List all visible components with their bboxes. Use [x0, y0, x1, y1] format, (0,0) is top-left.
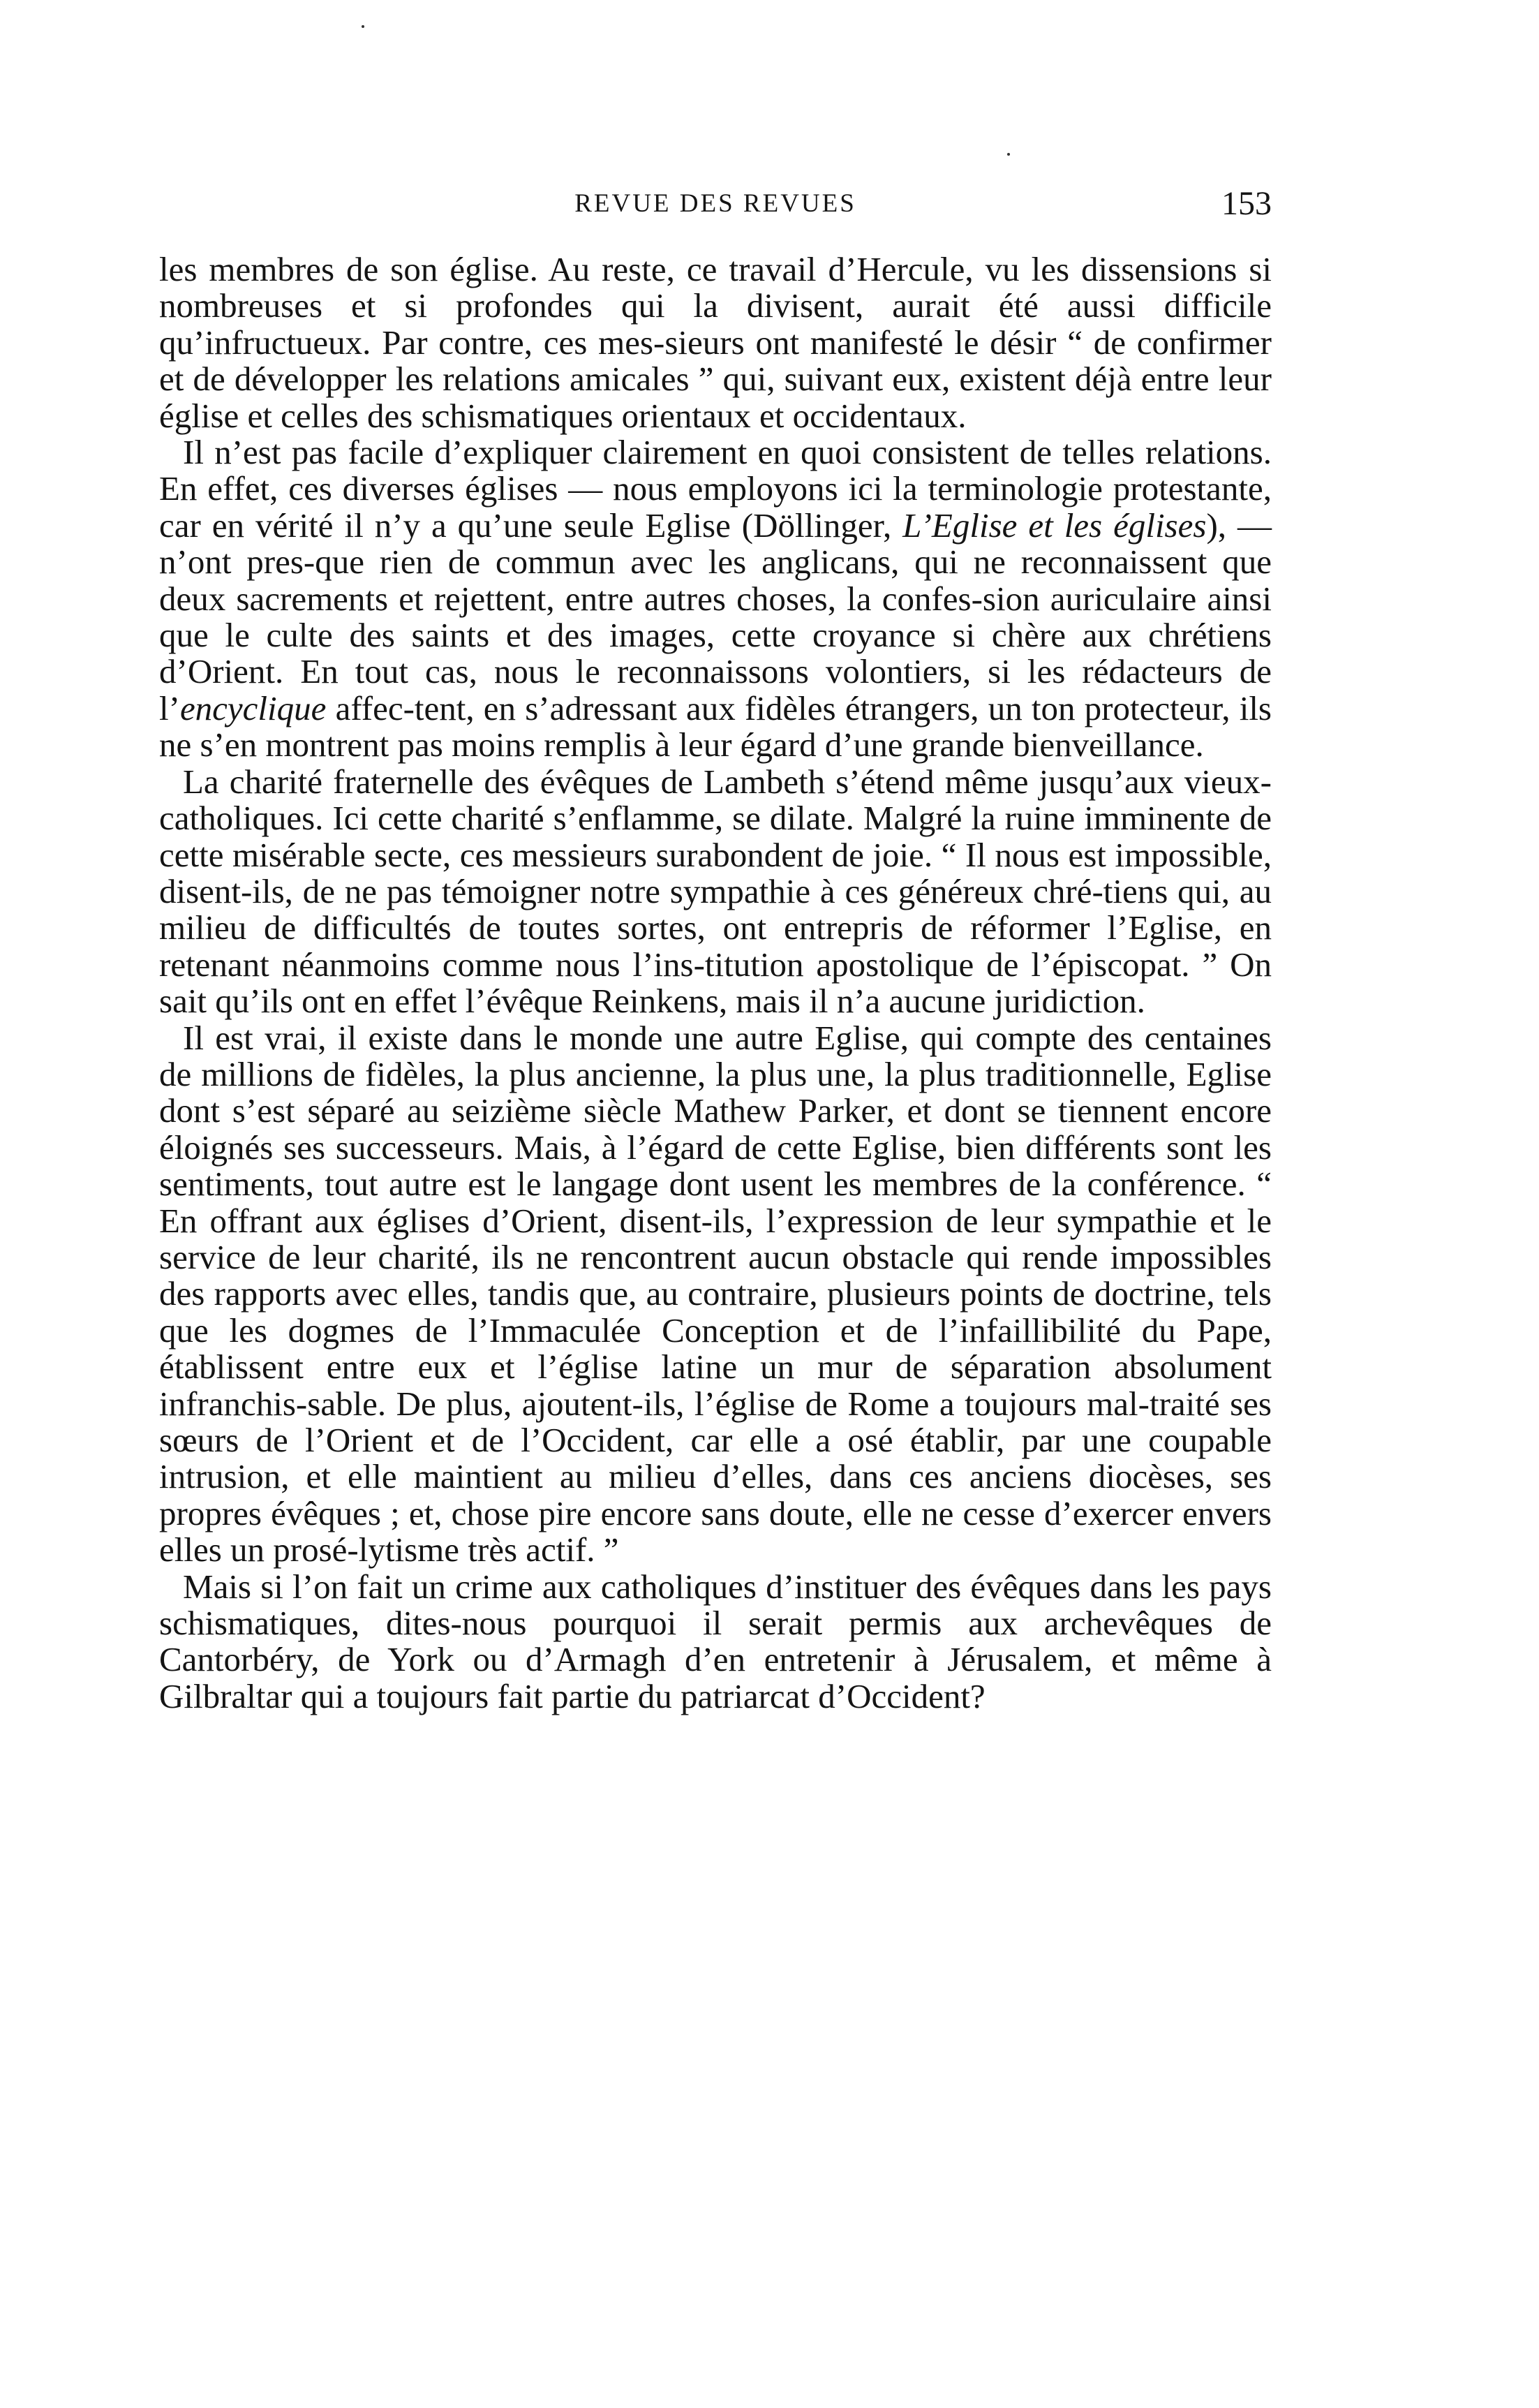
book-title: L’Eglise et les églises — [902, 505, 1207, 545]
body-text — [159, 251, 1272, 1715]
running-head — [159, 183, 1272, 225]
paper-speck — [362, 25, 364, 28]
paragraph-4: Il est vrai, il existe dans le monde une autre Eglise, qui compte des centaines de millions de fidèles, la plus ancienne, la plus une, la plus traditionnelle, Eglise dont s’est séparé au seizième siècle Mathew Parker, et dont se tiennent encore éloignés ses successeurs. Mais, à l’égard de cette Eglise, bien différents sont les sentiments, tout autre est le langage dont usent les membres de la conférence. “ En offrant aux églises d’Orient, disent-ils, l’expression de leur sympathie et le service de leur charité, ils ne rencontrent aucun obstacle qui rende impossibles des rapports avec elles, tandis que, au contraire, plusieurs points de doctrine, tels que les dogmes de l’Immaculée Conception et de l’infaillibilité du Pape, établissent entre eux et l’église latine un mur de séparation absolument infranchis-sable. De plus, ajoutent-ils, l’église de Rome a toujours mal-traité ses sœurs de l’Orient et de l’Occident, car elle a osé établir, par une coupable intrusion, et elle maintient au milieu d’elles, dans ces anciens diocèses, ses propres évêques ; et, chose pire encore sans doute, elle ne cesse d’exercer envers elles un prosé-lytisme très actif. ” — [159, 1018, 1272, 1569]
paragraph-3: La charité fraternelle des évêques de Lambeth s’étend même jusqu’aux vieux-catholiques. Ici cette charité s’enflamme, se dilate. Malgré la ruine imminente de cette misérable secte, ces messieurs surabondent de joie. “ Il nous est impossible, disent-ils, de ne pas témoigner notre sympathie à ces généreux chré-tiens qui, au milieu de difficultés de toutes sortes, ont entrepris de réformer l’Eglise, en retenant néanmoins comme nous l’ins-titution apostolique de l’épiscopat. ” On sait qu’ils ont en effet l’évêque Reinkens, mais il n’a aucune juridiction. — [159, 762, 1272, 1021]
paragraph-2-text-cont: ), — n’ont pres-que rien de commun avec les anglicans, qui ne reconnaissent que deux sacrements et rejettent, entre autres choses, la confes-sion auriculaire ainsi que le culte des saints et des images, cette croyance si chère aux chrétiens d’Orient. En tout cas, nous le reconnaissons volontiers, si les rédacteurs de l’ — [159, 505, 1272, 727]
paragraph-1: les membres de son église. Au reste, ce travail d’Hercule, vu les dissensions si nombreuses et si profondes qui la divisent, aurait été aussi difficile qu’infructueux. Par contre, ces mes-sieurs ont manifesté le désir “ de confirmer et de développer les relations amicales ” qui, suivant eux, existent déjà entre leur église et celles des schismatiques orientaux et occidentaux. — [159, 250, 1272, 435]
encyclical-word: encyclique — [179, 688, 327, 727]
paragraph-2-text-end: affec-tent, en s’adressant aux fidèles étrangers, un ton protecteur, ils ne s’en montrent pas moins remplis à leur égard d’une grande bienveillance. — [159, 688, 1272, 764]
running-title: REVUE DES REVUES — [574, 189, 856, 218]
paragraph-5: Mais si l’on fait un crime aux catholiques d’instituer des évêques dans les pays schismatiques, dites-nous pourquoi il serait permis aux archevêques de Cantorbéry, de York ou d’Armagh d’en entretenir à Jérusalem, et même à Gilbraltar qui a toujours fait partie du patriarcat d’Occident? — [159, 1567, 1272, 1715]
paragraph-2 — [159, 434, 1272, 764]
page-number: 153 — [1221, 185, 1272, 222]
paper-speck — [1007, 153, 1010, 156]
paragraph-2-text: Il n’est pas facile d’expliquer clairement en quoi consistent de telles relations. En effet, ces diverses églises — nous employons ici la terminologie protestante, car en vérité il n’y a qu’une seule Eglise (Döllinger, — [159, 433, 1272, 545]
